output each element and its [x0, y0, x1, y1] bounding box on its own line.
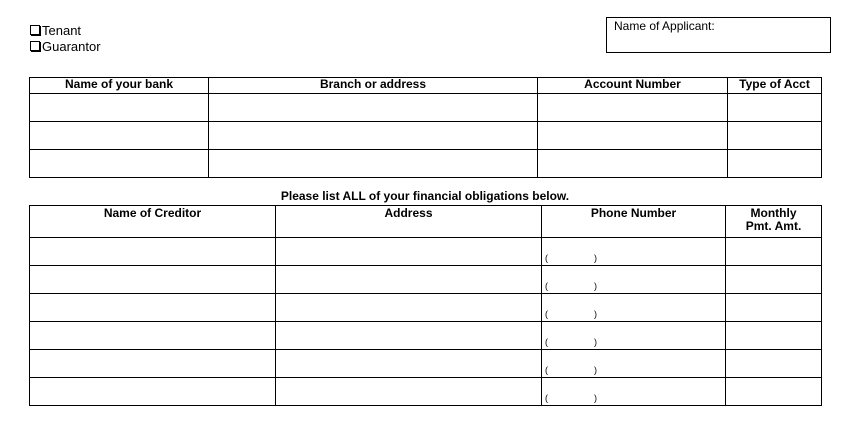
creditor-name-cell[interactable]	[30, 378, 276, 406]
account-number-cell[interactable]	[538, 150, 728, 178]
creditor-address-cell[interactable]	[276, 266, 542, 294]
table-row	[30, 294, 822, 322]
creditor-address-cell[interactable]	[276, 294, 542, 322]
phone-open-paren: (	[545, 253, 548, 263]
branch-address-header: Branch or address	[209, 78, 538, 94]
creditor-name-cell[interactable]	[30, 322, 276, 350]
phone-open-paren: (	[545, 337, 548, 347]
phone-number-header: Phone Number	[542, 206, 726, 238]
applicant-name-field[interactable]	[606, 17, 831, 53]
phone-close-paren: )	[594, 309, 597, 319]
phone-open-paren: (	[545, 309, 548, 319]
account-number-header: Account Number	[538, 78, 728, 94]
branch-address-cell[interactable]	[209, 122, 538, 150]
monthly-payment-cell[interactable]	[726, 266, 822, 294]
creditor-name-cell[interactable]	[30, 350, 276, 378]
phone-close-paren: )	[594, 337, 597, 347]
account-type-cell[interactable]	[728, 122, 822, 150]
guarantor-option[interactable]	[30, 39, 101, 54]
account-type-cell[interactable]	[728, 94, 822, 122]
table-row	[30, 350, 822, 378]
table-row	[30, 150, 822, 178]
creditor-address-cell[interactable]	[276, 378, 542, 406]
creditor-name-cell[interactable]	[30, 266, 276, 294]
applicant-name-label: Name of Applicant:	[614, 19, 715, 33]
bank-name-cell[interactable]	[30, 94, 209, 122]
table-row	[30, 266, 822, 294]
phone-number-cell[interactable]	[542, 238, 726, 266]
creditor-name-header: Name of Creditor	[30, 206, 276, 238]
tenant-option[interactable]	[30, 23, 81, 38]
account-type-cell[interactable]	[728, 150, 822, 178]
phone-open-paren: (	[545, 281, 548, 291]
table-row	[30, 122, 822, 150]
table-row	[30, 378, 822, 406]
creditor-address-cell[interactable]	[276, 350, 542, 378]
phone-close-paren: )	[594, 281, 597, 291]
creditor-name-cell[interactable]	[30, 238, 276, 266]
bank-header-row	[30, 78, 822, 94]
phone-close-paren: )	[594, 393, 597, 403]
table-row	[30, 238, 822, 266]
bank-name-cell[interactable]	[30, 122, 209, 150]
creditors-table	[29, 205, 822, 406]
monthly-payment-cell[interactable]	[726, 350, 822, 378]
phone-open-paren: (	[545, 393, 548, 403]
phone-close-paren: )	[594, 253, 597, 263]
table-row	[30, 322, 822, 350]
tenant-label: Tenant	[42, 23, 82, 38]
creditor-address-header: Address	[276, 206, 542, 238]
monthly-payment-cell[interactable]	[726, 238, 822, 266]
guarantor-checkbox[interactable]	[30, 41, 40, 51]
branch-address-cell[interactable]	[209, 150, 538, 178]
creditor-address-cell[interactable]	[276, 238, 542, 266]
creditor-address-cell[interactable]	[276, 322, 542, 350]
guarantor-label: Guarantor	[42, 39, 101, 54]
account-type-header: Type of Acct	[728, 78, 822, 94]
monthly-payment-header	[726, 206, 822, 238]
monthly-payment-cell[interactable]	[726, 322, 822, 350]
bank-name-header: Name of your bank	[30, 78, 209, 94]
obligations-notice: Please list ALL of your financial obligations below.	[280, 189, 570, 203]
creditor-header-row	[30, 206, 822, 238]
phone-number-cell[interactable]	[542, 322, 726, 350]
phone-close-paren: )	[594, 365, 597, 375]
bank-accounts-table	[29, 77, 822, 178]
phone-number-cell[interactable]	[542, 350, 726, 378]
bank-name-cell[interactable]	[30, 150, 209, 178]
branch-address-cell[interactable]	[209, 94, 538, 122]
phone-number-cell[interactable]	[542, 266, 726, 294]
account-number-cell[interactable]	[538, 122, 728, 150]
monthly-payment-cell[interactable]	[726, 294, 822, 322]
phone-number-cell[interactable]	[542, 294, 726, 322]
account-number-cell[interactable]	[538, 94, 728, 122]
tenant-checkbox[interactable]	[30, 25, 40, 35]
monthly-payment-label: Monthly Pmt. Amt.	[745, 206, 802, 233]
creditor-name-cell[interactable]	[30, 294, 276, 322]
monthly-payment-cell[interactable]	[726, 378, 822, 406]
table-row	[30, 94, 822, 122]
phone-number-cell[interactable]	[542, 378, 726, 406]
phone-open-paren: (	[545, 365, 548, 375]
